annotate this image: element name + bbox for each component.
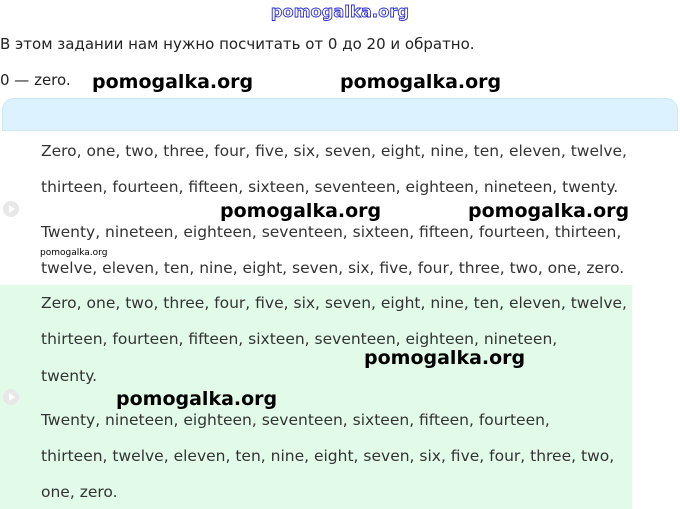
block2-forward-line: twenty. xyxy=(41,367,98,385)
audio-box-header xyxy=(2,98,678,131)
watermark: pomogalka.org xyxy=(92,71,254,93)
watermark: pomogalka.org xyxy=(116,388,278,410)
highlight-background xyxy=(0,285,632,509)
watermark: pomogalka.org xyxy=(364,347,526,369)
watermark: pomogalka.org xyxy=(340,71,502,93)
block2-backward-line: thirteen, twelve, eleven, ten, nine, eight, seven, six, five, four, three, two, xyxy=(41,447,615,465)
block1-forward-line: Zero, one, two, three, four, five, six, seven, eight, nine, ten, eleven, twelve, xyxy=(41,142,627,160)
site-title[interactable]: pomogalka.org xyxy=(270,2,410,21)
block1-backward-line: Twenty, nineteen, eighteen, seventeen, sixteen, fifteen, fourteen, thirteen, xyxy=(41,223,622,241)
block2-backward-line: Twenty, nineteen, eighteen, seventeen, sixteen, fifteen, fourteen, xyxy=(41,411,550,429)
watermark: pomogalka.org xyxy=(40,248,108,258)
block1-forward-line: thirteen, fourteen, fifteen, sixteen, seventeen, eighteen, nineteen, twenty. xyxy=(41,178,619,196)
zero-line: 0 — zero. xyxy=(0,71,71,89)
watermark: pomogalka.org xyxy=(220,200,382,222)
block2-backward-line: one, zero. xyxy=(41,483,118,501)
watermark: pomogalka.org xyxy=(468,200,630,222)
block2-forward-line: thirteen, fourteen, fifteen, sixteen, seventeen, eighteen, nineteen, xyxy=(41,330,558,348)
play-icon[interactable] xyxy=(3,389,19,405)
block2-forward-line: Zero, one, two, three, four, five, six, seven, eight, nine, ten, eleven, twelve, xyxy=(41,294,627,312)
intro-text: В этом задании нам нужно посчитать от 0 до 20 и обратно. xyxy=(0,35,475,53)
play-icon[interactable] xyxy=(3,201,19,217)
block1-backward-line: twelve, eleven, ten, nine, eight, seven, six, five, four, three, two, one, zero. xyxy=(41,259,625,277)
